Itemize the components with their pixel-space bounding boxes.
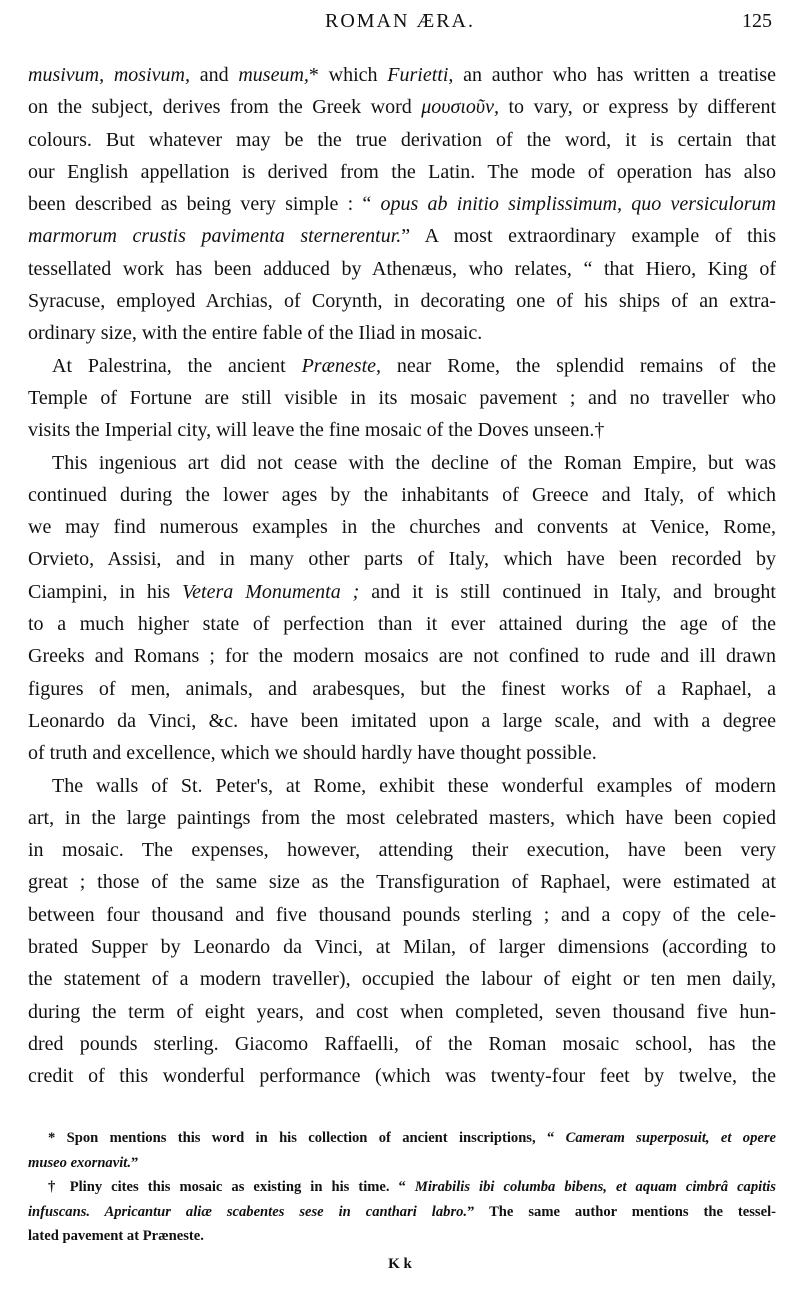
italic-text: Præneste,: [301, 354, 382, 377]
italic-text: opus ab initio simplissimum, quo versiculorum: [380, 193, 776, 216]
text-line: [28, 963, 776, 995]
text-line: [28, 866, 776, 898]
text-line: [28, 220, 776, 252]
text-run: colours. But whatever may be the true derivation of the word, it is certain that: [28, 128, 776, 151]
paragraph: [28, 350, 776, 447]
text-run: in mosaic. The expenses, however, attending their execution, have been very: [28, 839, 776, 862]
text-line: [28, 1060, 776, 1092]
text-line: [28, 511, 776, 543]
text-line: [28, 543, 776, 575]
text-line: [28, 188, 776, 220]
text-line: [28, 1126, 776, 1151]
text-run: and: [189, 64, 239, 86]
text-run: and it is still continued in Italy, and brought: [359, 580, 776, 603]
page-header: [0, 8, 800, 38]
text-line: [28, 1224, 776, 1249]
page-number: 125: [742, 10, 772, 32]
text-line: [28, 576, 776, 608]
text-line: [28, 479, 776, 511]
text-line: [28, 834, 776, 866]
italic-text: museum,: [238, 64, 309, 86]
text-line: [28, 124, 776, 156]
text-run: we may find numerous examples in the churches and convents at Venice, Rome,: [28, 516, 776, 539]
text-line: [28, 1028, 776, 1060]
text-run: ” A most extraordinary example of this: [401, 225, 776, 248]
text-run: At Palestrina, the ancient: [52, 354, 302, 377]
text-run: near Rome, the splendid remains of the: [381, 354, 776, 377]
text-line: [28, 737, 776, 769]
text-line: [28, 705, 776, 737]
text-run: dred pounds sterling. Giacomo Raffaelli, of the Roman mosaic school, has the: [28, 1032, 776, 1055]
text-run: ”: [130, 1154, 139, 1171]
text-line: [28, 285, 776, 317]
italic-text: Mirabilis ibi columba bibens, et aquam cimbrâ capitis: [414, 1179, 776, 1195]
text-run: an author who has written a treatise: [453, 64, 776, 86]
text-run: our English appellation is derived from the Latin. The mode of operation has also: [28, 160, 776, 183]
text-run: ordinary size, with the entire fable of the Iliad in mosaic.: [28, 322, 483, 345]
text-run: tessellated work has been adduced by Athenæus, who relates, “ that Hiero, King of: [28, 257, 776, 280]
italic-text: museo exornavit.: [28, 1154, 131, 1171]
paragraph: [28, 447, 776, 770]
text-line: [28, 253, 776, 285]
text-run: credit of this wonderful performance (which was twenty-four feet by twelve, the: [28, 1065, 776, 1088]
text-run: brated Supper by Leonardo da Vinci, at Milan, of larger dimensions (according to: [28, 936, 776, 959]
text-run: continued during the lower ages by the inhabitants of Greece and Italy, of which: [28, 483, 776, 506]
running-title: ROMAN ÆRA.: [324, 10, 476, 32]
text-line: [28, 350, 776, 382]
italic-text: musivum, mosivum,: [28, 64, 190, 86]
text-run: to a much higher state of perfection than it ever attained during the age of the: [28, 613, 776, 636]
signature-mark: K k: [388, 1256, 412, 1272]
footnote: [28, 1126, 776, 1175]
text-run: ” The same author mentions the tessel-: [467, 1203, 776, 1220]
text-run: between four thousand and five thousand pounds sterling ; and a copy of the cele-: [28, 903, 776, 926]
text-run: Orvieto, Assisi, and in many other parts of Italy, which have been recorded by: [28, 548, 776, 571]
footnote: [28, 1175, 776, 1249]
text-run: Temple of Fortune are still visible in its mosaic pavement ; and no traveller who: [28, 386, 776, 409]
text-line: [28, 608, 776, 640]
text-run: The walls of St. Peter's, at Rome, exhibit these wonderful examples of modern: [52, 774, 776, 797]
text-run: figures of men, animals, and arabesques, but the finest works of a Raphael, a: [28, 677, 776, 700]
text-run: * Spon mentions this word in his collection of ancient inscriptions, “: [48, 1130, 566, 1146]
text-run: the statement of a modern traveller), occupied the labour of eight or ten men daily,: [28, 968, 776, 991]
text-line: [28, 317, 776, 349]
text-run: during the term of eight years, and cost when completed, seven thousand five hun-: [28, 1000, 776, 1023]
text-run: This ingenious art did not cease with the decline of the Roman Empire, but was: [52, 451, 776, 474]
text-run: Greeks and Romans ; for the modern mosaics are not confined to rude and ill drawn: [28, 645, 776, 668]
text-line: [28, 447, 776, 479]
body-text: [28, 59, 776, 1093]
text-run: great ; those of the same size as the Transfiguration of Raphael, were estimated at: [28, 871, 776, 894]
italic-text: infuscans. Apricantur aliæ scabentes sese in canthari labro.: [28, 1203, 468, 1220]
text-run: to vary, or express by different: [498, 96, 776, 119]
text-line: [28, 1175, 776, 1200]
italic-text: marmorum crustis pavimenta sternerentur.: [28, 225, 402, 248]
text-line: [28, 59, 776, 91]
italic-text: Furietti,: [387, 64, 454, 86]
text-run: art, in the large paintings from the most celebrated masters, which have been copied: [28, 806, 776, 829]
italic-text: Vetera Monumenta ;: [182, 580, 360, 603]
text-line: [28, 673, 776, 705]
text-line: [28, 156, 776, 188]
text-line: [28, 899, 776, 931]
text-run: lated pavement at Præneste.: [28, 1228, 204, 1244]
text-line: [28, 640, 776, 672]
text-line: [28, 414, 776, 446]
text-line: [28, 931, 776, 963]
text-run: visits the Imperial city, will leave the fine mosaic of the Doves unseen.†: [28, 419, 605, 442]
text-line: [28, 1200, 776, 1225]
italic-text: μουσιοῦν,: [421, 96, 499, 119]
text-run: on the subject, derives from the Greek word: [28, 96, 422, 119]
text-run: of truth and excellence, which we should hardly have thought possible.: [28, 742, 597, 765]
text-line: [28, 996, 776, 1028]
text-line: [28, 382, 776, 414]
text-run: Ciampini, in his: [28, 580, 183, 603]
text-run: Syracuse, employed Archias, of Corynth, in decorating one of his ships of an extra-: [28, 290, 776, 313]
text-line: [28, 770, 776, 802]
text-run: been described as being very simple : “: [28, 193, 381, 216]
footnotes: [28, 1126, 776, 1249]
italic-text: Cameram superposuit, et opere: [565, 1130, 776, 1146]
text-line: [28, 1151, 776, 1176]
text-run: † Pliny cites this mosaic as existing in his time. “: [48, 1179, 415, 1195]
text-line: [28, 802, 776, 834]
text-line: [28, 91, 776, 123]
paragraph: [28, 59, 776, 350]
text-run: Leonardo da Vinci, &c. have been imitated upon a large scale, and with a degree: [28, 709, 776, 732]
paragraph: [28, 770, 776, 1093]
text-run: * which: [308, 64, 388, 86]
